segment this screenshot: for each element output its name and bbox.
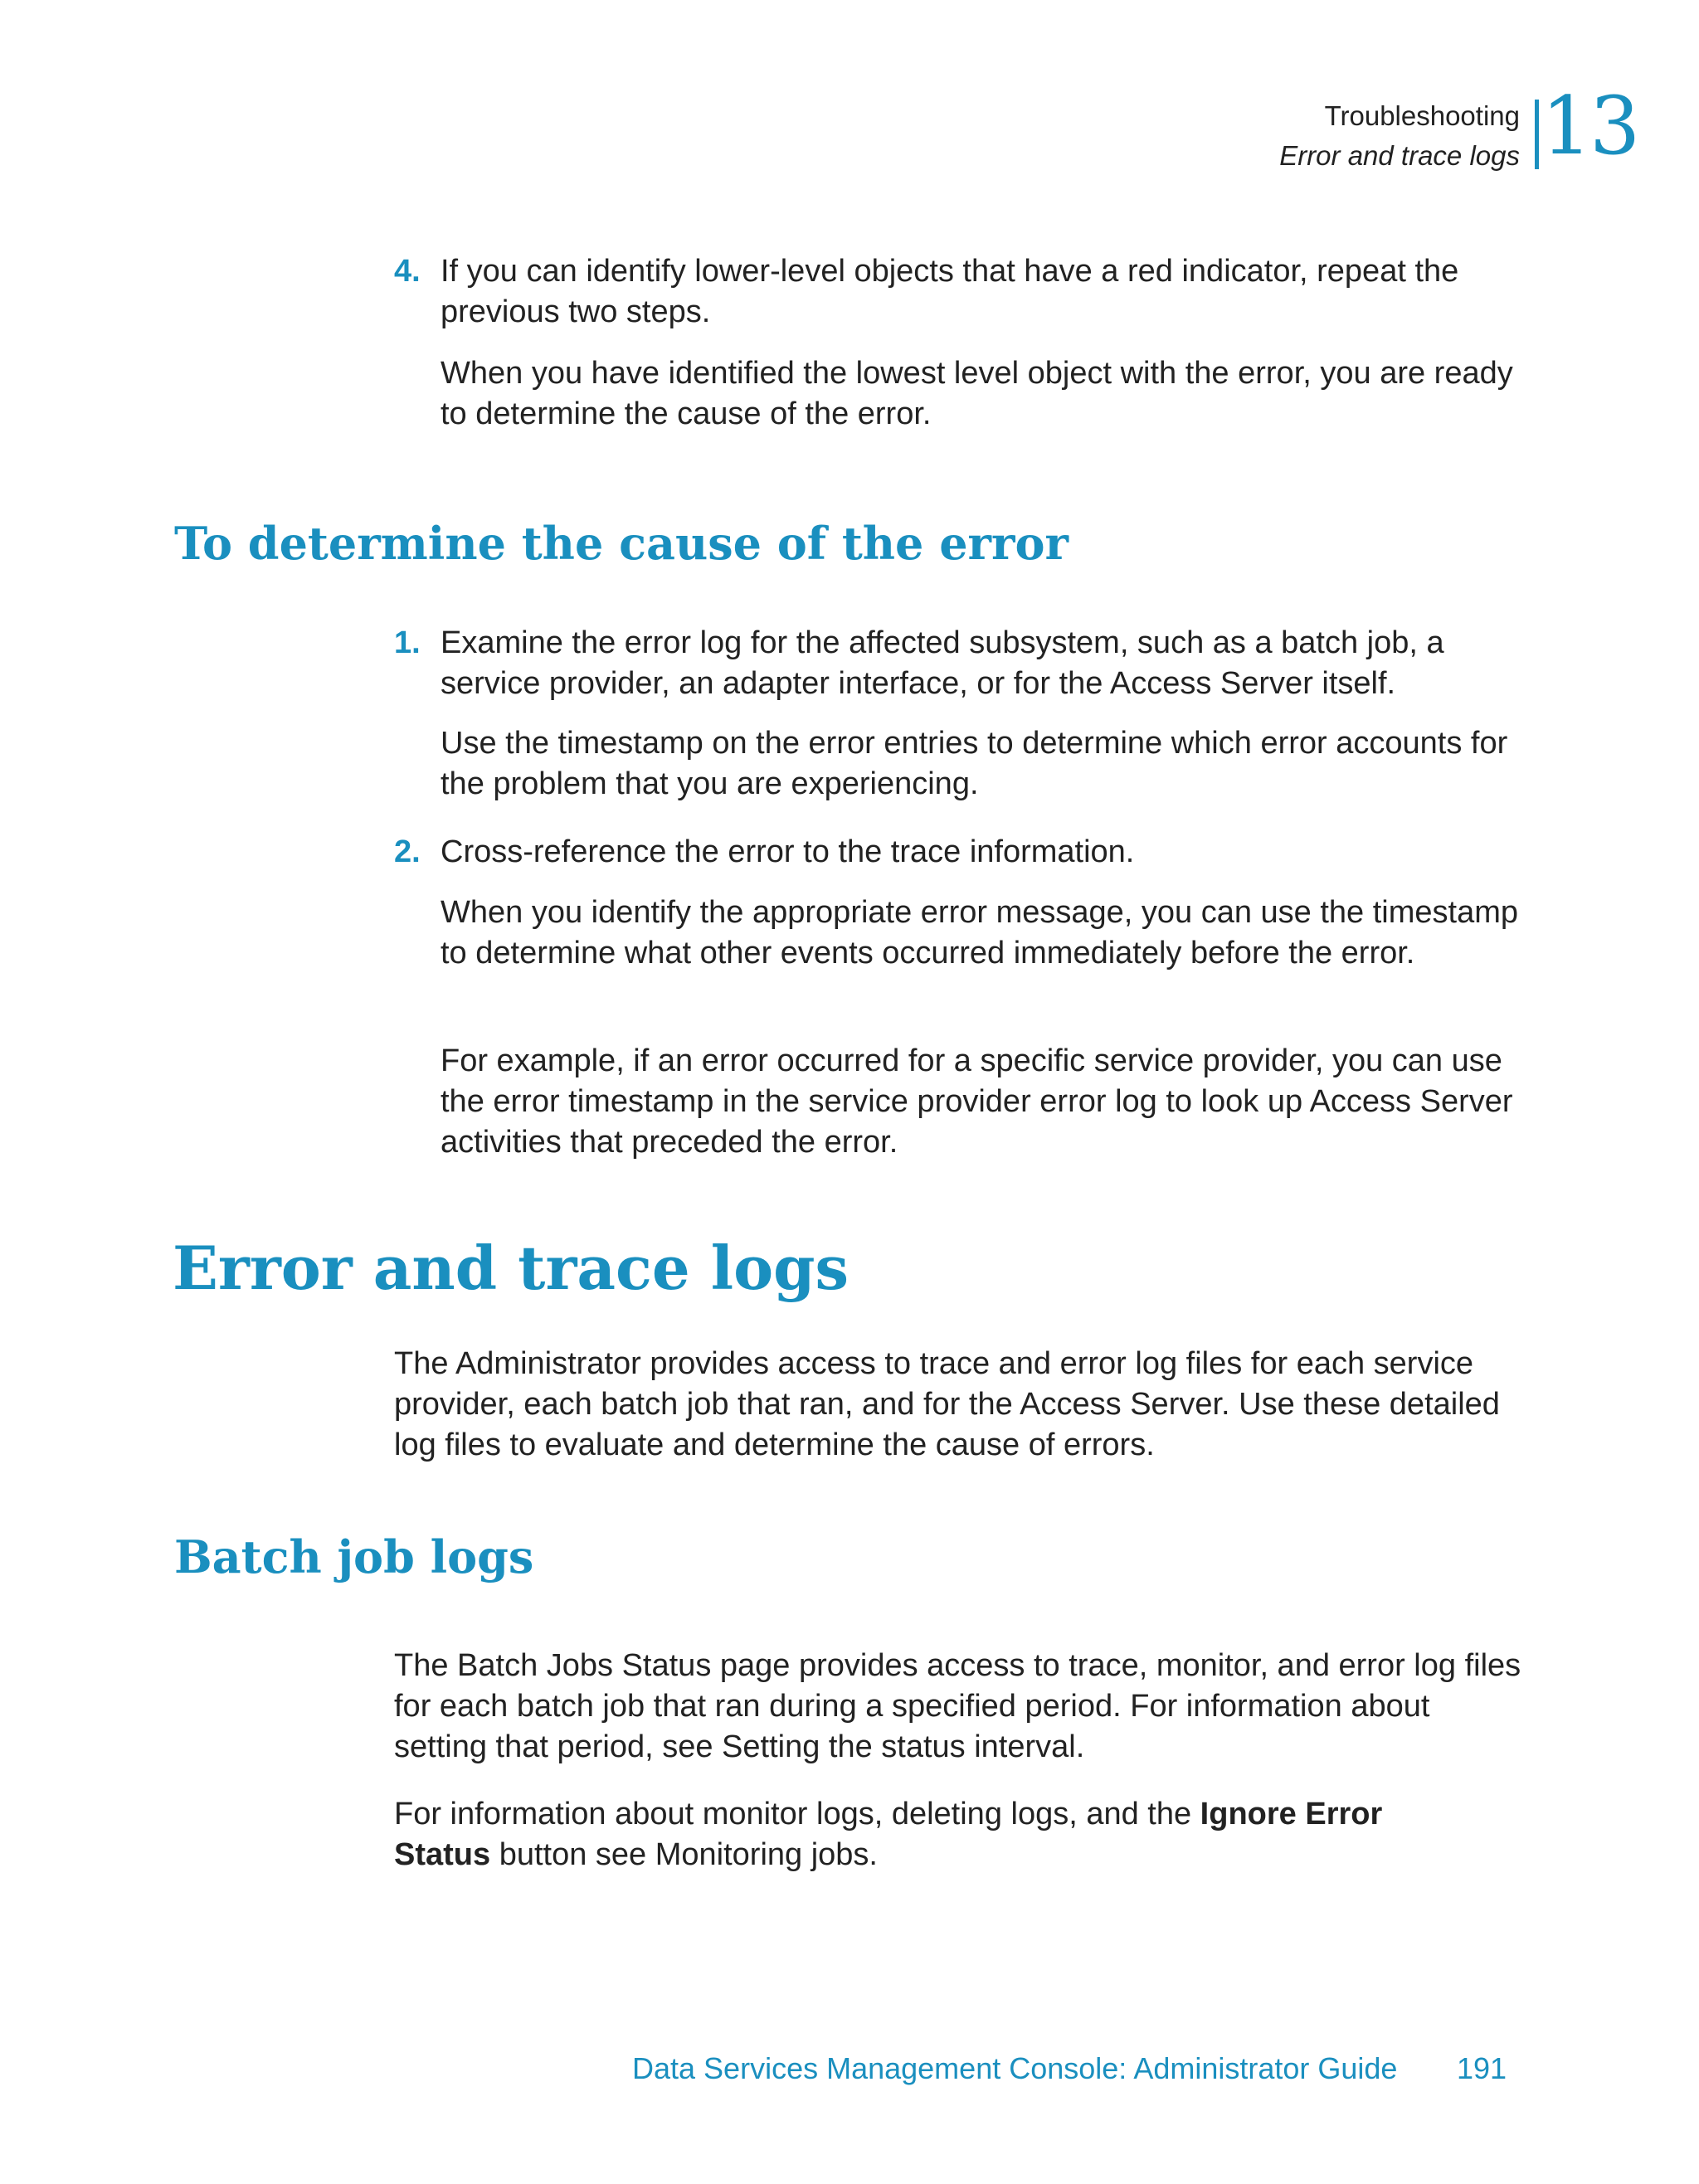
chapter-divider [1535,100,1539,169]
step-1-text: Examine the error log for the affected subsystem, such as a batch job, a service provider, an adapter interface, or for the Access Server itself. [441,625,1444,701]
running-header [1279,96,1520,176]
step-2-detail-2: For example, if an error occurred for a specific service provider, you can use the error timestamp in the service provider error log to look up Access Server activities that preceded the error. [441,1043,1513,1160]
header-section: Troubleshooting [1324,100,1520,131]
ignore-error-status-label: Ignore Error Status [394,1797,1383,1872]
batch-para-2-start: For information about monitor logs, deleting logs, and the [394,1797,1200,1831]
chapter-number: 13 [1541,80,1638,173]
step-4-text: If you can identify lower-level objects that have a red indicator, repeat the previous two steps. [441,254,1459,329]
footer-title: Data Services Management Console: Administrator Guide [632,2051,1398,2085]
header-subsection: Error and trace logs [1279,140,1520,171]
heading-batch-job-logs: Batch job logs [174,1530,534,1583]
step-2-number: 2. [394,834,421,869]
heading-error-trace-logs: Error and trace logs [173,1233,849,1303]
step-4-followup: When you have identified the lowest level object with the error, you are ready to determine the cause of the error. [441,356,1513,431]
batch-para-1: The Batch Jobs Status page provides access to trace, monitor, and error log files for each batch job that ran during a specified period. For information about setting that period, see Setting the status interval. [394,1648,1521,1764]
batch-para-2-end: button see Monitoring jobs. [490,1837,878,1872]
step-1-detail: Use the timestamp on the error entries to determine which error accounts for the problem that you are experiencing. [441,726,1508,801]
step-1-number: 1. [394,625,421,660]
heading-determine-cause: To determine the cause of the error [174,517,1069,570]
batch-para-2 [394,1794,1473,1875]
step-2-text: Cross-reference the error to the trace information. [441,834,1135,869]
page-number: 191 [1457,2051,1507,2085]
step-2-detail-1: When you identify the appropriate error message, you can use the timestamp to determine what other events occurred immediately before the error. [441,895,1519,970]
logs-intro: The Administrator provides access to trace and error log files for each service provider, each batch job that ran, and for the Access Server. Use these detailed log files to evaluate and determine the cause of errors. [394,1346,1500,1462]
step-4-number: 4. [394,254,421,289]
